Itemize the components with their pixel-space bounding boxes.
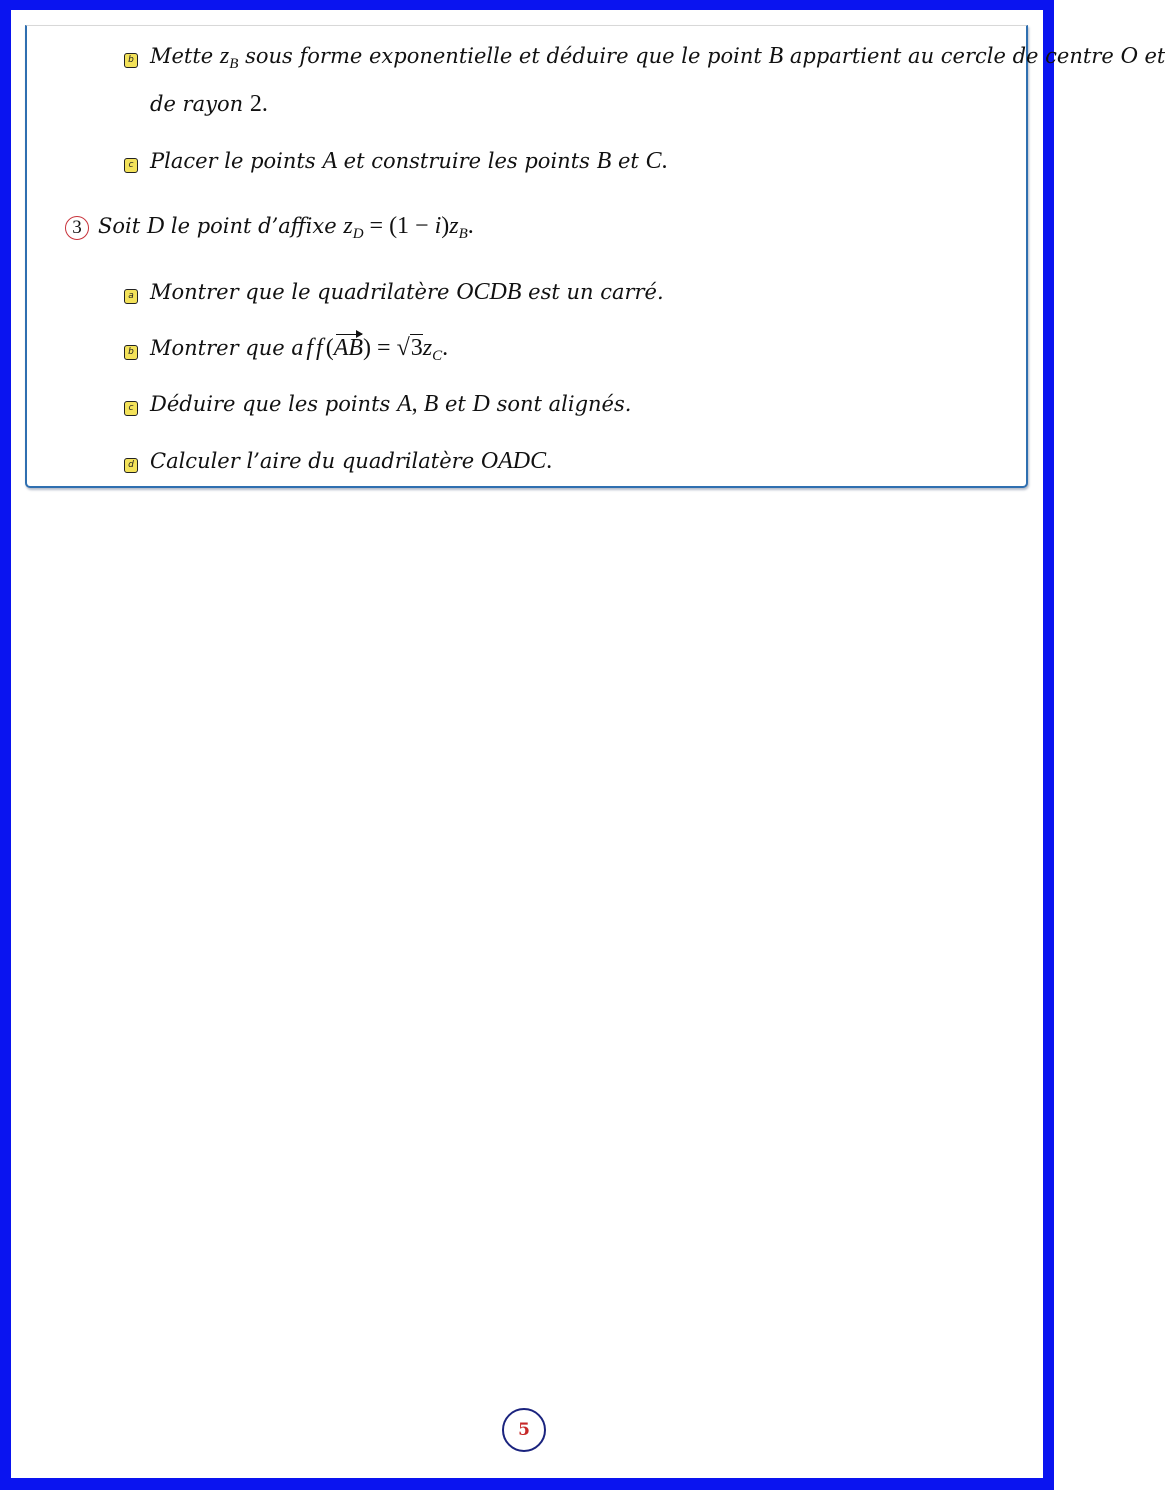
item-badge-b2: b bbox=[124, 345, 138, 360]
subitem-d: d Calculer l’aire du quadrilatère OADC. bbox=[124, 448, 552, 475]
subitem-a: a Montrer que le quadrilatère OCDB est un carré. bbox=[124, 279, 664, 306]
item-c-line: c Placer le points A et construire les points B et C. bbox=[124, 148, 668, 175]
question-3: 3 Soit D le point d’affixe $z_D = (1 - i)z_B$. bbox=[65, 213, 474, 243]
item-badge-d: d bbox=[124, 458, 138, 473]
exercise-box bbox=[25, 25, 1165, 488]
subitem-b: b Montrer que $aff(AB) = √3z_C$. bbox=[124, 335, 448, 365]
vector-ab: AB bbox=[333, 335, 364, 361]
item-b-line-1: b Mette $z_B$ sous forme exponentielle et déduire que le point B appartient au cercle de centre O et bbox=[124, 43, 1165, 73]
subitem-c: c Déduire que les points A, B et D sont alignés. bbox=[124, 391, 631, 418]
item-badge-c2: c bbox=[124, 401, 138, 416]
question-number-3: 3 bbox=[65, 216, 89, 240]
item-b-line-2: de rayon 2. bbox=[150, 91, 268, 117]
item-badge-a: a bbox=[124, 289, 138, 304]
page-number: 5 bbox=[502, 1408, 546, 1452]
item-badge-c: c bbox=[124, 158, 138, 173]
item-badge-b: b bbox=[124, 53, 138, 68]
